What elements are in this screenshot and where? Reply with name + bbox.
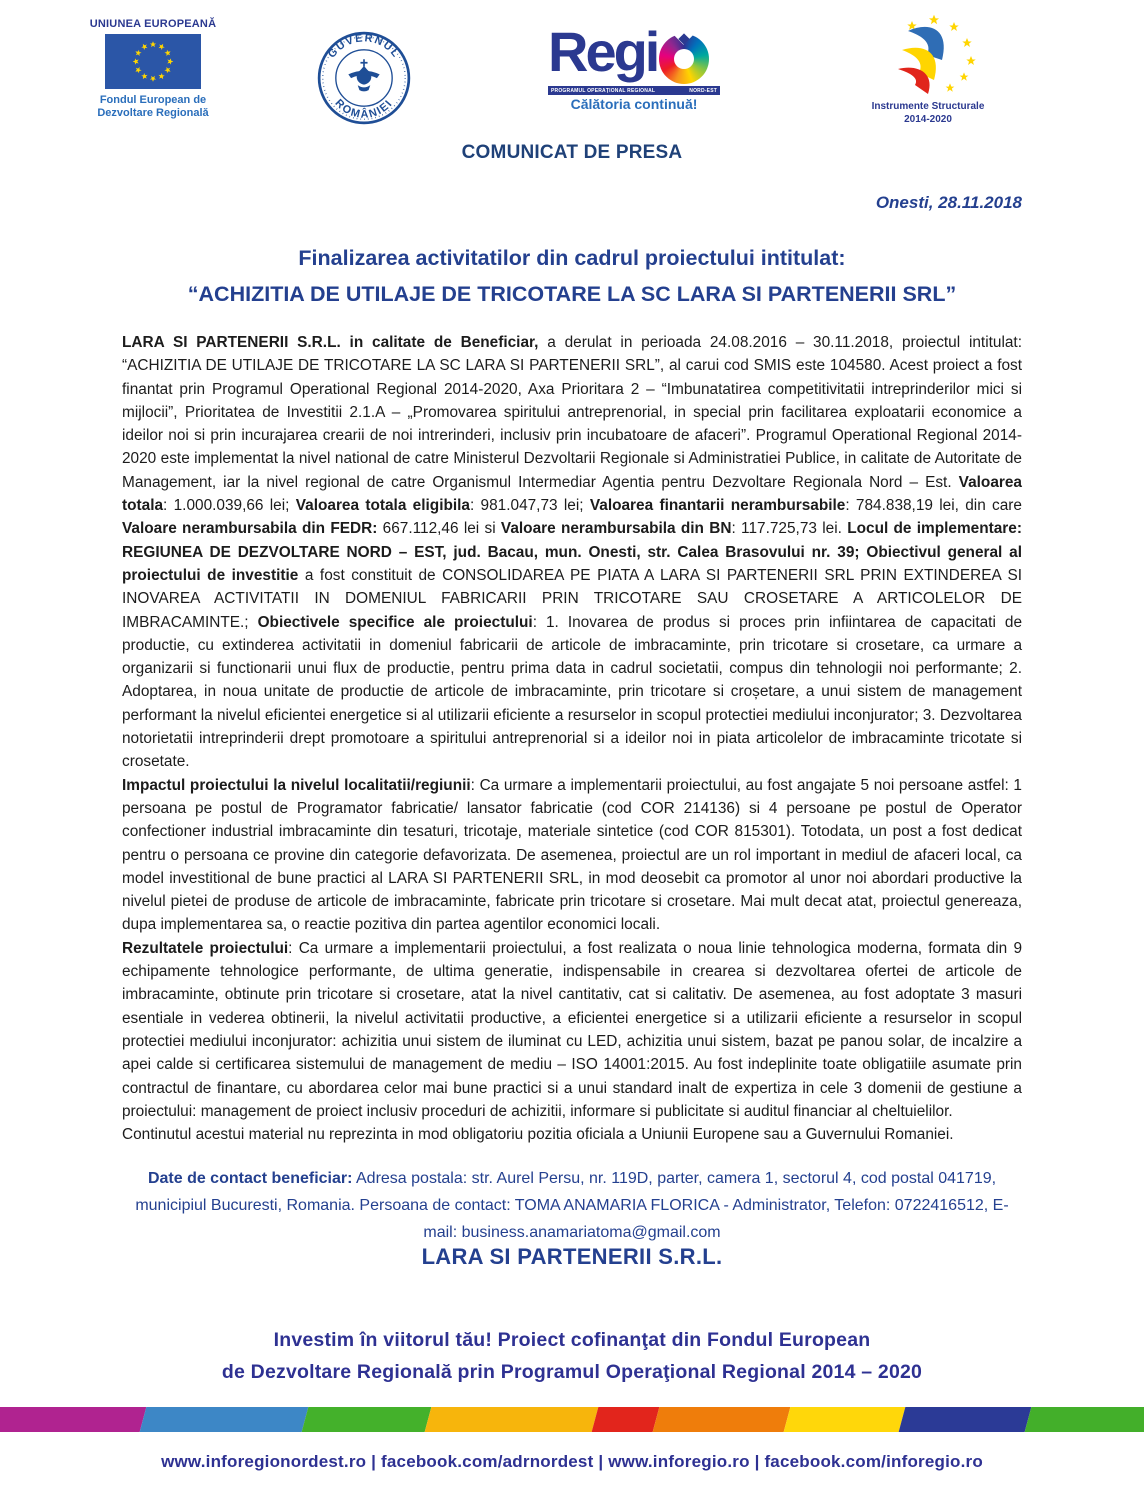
eu-flag: [105, 34, 201, 89]
regio-bar-right: NORD-EST: [689, 87, 717, 94]
eu-stars-icon: [105, 34, 201, 89]
regio-color-wheel-icon: [659, 34, 709, 84]
project-heading-line2: “ACHIZITIA DE UTILAJE DE TRICOTARE LA SC LARA SI PARTENERII SRL”: [187, 282, 957, 306]
romanian-government-logo: [316, 30, 412, 131]
body-paragraph-disclaimer: Continutul acestui material nu reprezinta in mod obligatoriu pozitia oficiala a Uniunii Europene sau a Guvernului Romaniei.: [122, 1126, 954, 1144]
regio-program-bar: [548, 86, 720, 95]
contact-block: Date de contact beneficiar: Adresa postala: str. Aurel Persu, nr. 119D, parter, camera 1, sectorul 4, cod postal 041719, municipiul Bucuresti, Romania. Persoana de contact: TOMA ANAMARIA FLORICA - Administrator, Telefon: 0722416512, E-mail: business.anamariatoma@gmail.com: [135, 1170, 1009, 1241]
stripe-segment: [784, 1407, 906, 1432]
government-seal-icon: [316, 30, 412, 126]
regio-bar-left: PROGRAMUL OPERAȚIONAL REGIONAL: [551, 87, 656, 94]
structural-instruments-icon: [874, 14, 982, 96]
footer-slogan: [0, 1324, 1144, 1388]
body-paragraph-project: LARA SI PARTENERII S.R.L. in calitate de Beneficiar, a derulat in perioada 24.08.2016 – 30.11.2018, proiectul intitulat: “ACHIZITIA DE UTILAJE DE TRICOTARE LA SC LARA SI PARTENERII SRL”, al carui cod SMIS este 104580. Acest proiect a fost finantat prin Programul Operational Regional 2014-2020, Axa Prioritara 2 – “Imbunatatirea competitivitatii intreprinderilor mici si mijlocii”, Prioritatea de Investitii 2.1.A – „Promovarea spiritului antreprenorial, in special prin facilitarea exploatarii economice a ideilor noi si prin incurajarea crearii de noi intrerinderi, inclusiv prin incubatoare de afaceri”. Programul Operational Regional 2014-2020 este implementat la nivel national de catre Ministerul Dezvoltarii Regionale si Administratiei Publice, in calitate de Autoritate de Management, iar la nivel regional de catre Organismul Intermediar Agentia pentru Dezvoltare Regionala Nord – Est. Valoarea totala: 1.000.039,66 lei; Valoarea totala eligibila: 981.047,73 lei; Valoarea finantarii nerambursabile: 784.838,19 lei, din care Valoare nerambursabila din FEDR: 667.112,46 lei si Valoare nerambursabila din BN: 117.725,73 lei. Locul de implementare: REGIUNEA DE DEZVOLTARE NORD – EST, jud. Bacau, mun. Onesti, str. Calea Brasovului nr. 39; Obiectivul general al proiectului de investitie a fost constituit de CONSOLIDAREA PE PIATA A LARA SI PARTENERII SRL PRIN EXTINDEREA SI INOVAREA ACTIVITATII IN DOMENIUL FABRICARII PRIN TRICOTARE SAU CROSETARE A ARTICOLELOR DE IMBRACAMINTE.; Obiectivele specifice ale proiectului: 1. Inovarea de produs si proces prin infiintarea de capacitati de productie, cu extinderea activitatii in domeniul fabricarii de articole de imbracaminte, prin tricotare si crosetare, ca urmare a organizarii si functionarii unui flux de productie, pentru prima data in cadrul societatii, compus din tehnologii noi performante; 2. Adoptarea, in noua unitate de productie de articole de imbracaminte, prin tricotare si croșetare, a unui sistem de management performant la nivelul eficientei energetice si al utilizarii eficiente a resurselor in scopul protectiei mediului inconjurator; 3. Dezvoltarea notorietatii intreprinderii drept promotoare a spiritului antreprenorial si a ideilor noi in piata articolelor de imbracaminte tricotate si crosetate.: [122, 334, 1023, 771]
eu-logo-subtitle-line2: Dezvoltare Regională: [97, 107, 209, 120]
stripe-segment: [140, 1407, 309, 1432]
structural-instruments-period: 2014-2020: [904, 113, 952, 125]
stripe-segment: [1025, 1407, 1144, 1432]
regio-wordmark: Regi: [548, 20, 658, 83]
footer-slogan-line1: Investim în viitorul tău! Proiect cofinanţat din Fondul European: [273, 1329, 871, 1351]
eu-logo-subtitle-line1: Fondul European de: [99, 94, 207, 106]
footer-slogan-line2: de Dezvoltare Regională prin Programul Operaţional Regional 2014 – 2020: [221, 1361, 923, 1383]
stripe-segment: [899, 1407, 1032, 1432]
eu-logo-title: UNIUNEA EUROPEANĂ: [89, 18, 217, 30]
structural-instruments-logo: [858, 14, 998, 126]
body-paragraph-impact: Impactul proiectului la nivelul localitatii/regiunii: Ca urmare a implementarii proiectului, au fost angajate 5 noi persoane astfel: 1 persoana pe postul de Programator fabricatie/ lansator fabricatie (cod COR 214136) si 4 persoane pe postul de Operator confectioner industrial imbracaminte din tesaturi, tricotaje, materiale sintetice (cod COR 815301). Totodata, un post a fost dedicat pentru o persoana ce provine din categorie defavorizata. De asemenea, proiectul are un rol important in mediul de afaceri local, ca model investitional de bune practici al LARA SI PARTENERII SRL, in mod deosebit ca promotor al unor noi abordari productive la nivelul pietei de produse de articole de imbracaminte, fabricate prin tricotare si crosetare. Mai mult decat atat, proiectul genereaza, dupa implementarea sa, o reactie pozitiva din partea agentilor economici locali.: [122, 776, 1022, 934]
stripe-segment: [425, 1407, 599, 1432]
press-release-title: COMUNICAT DE PRESA: [461, 142, 683, 163]
stripe-segment: [653, 1407, 791, 1432]
footer-urls[interactable]: www.inforegionordest.ro | facebook.com/adrnordest | www.inforegio.ro | facebook.com/inforegio.ro: [161, 1452, 983, 1471]
eagle-crest-icon: [348, 59, 379, 91]
stripe-segment: [0, 1407, 146, 1432]
regio-logo: [548, 20, 748, 112]
color-stripe: [0, 1407, 1144, 1432]
structural-instruments-label: Instrumente Structurale: [871, 101, 985, 112]
regio-tagline: Călătoria continuă!: [570, 96, 698, 112]
body-paragraph-results: Rezultatele proiectului: Ca urmare a implementarii proiectului, a fost realizata o noua linie tehnologica moderna, formata din 9 echipamente tehnologice performante, de ultima generatie, indispensabile in crearea si dezvoltarea ofertei de articole de imbracaminte, obtinute prin tricotare si crosetare, atat la nivel cantitativ, cat si calitativ. De asemenea, au fost adoptate 3 masuri esentiale in vederea obtinerii, la nivelul activitatii productive, a eficientei energetice si a utilizarii eficiente a resurselor in scopul protectiei mediului inconjurator: achizitia unui sistem de iluminat cu LED, achizitia unui sistem, bazat pe panou solar, de incalzire a apei calde si certificarea sistemului de management de mediu – ISO 14001:2015. Au fost indeplinite toate obligatiile asumate prin contractul de finantare, cu abordarea celor mai bune practici si a unui standard inalt de expertiza in cele 3 domenii de gestiune a proiectului: management de proiect inclusiv proceduri de achizitii, informare si publicitate si auditul financiar al cheltuielilor.: [122, 939, 1022, 1120]
company-name: LARA SI PARTENERII S.R.L.: [421, 1244, 723, 1269]
project-heading: [60, 240, 1084, 312]
press-release-body: [122, 331, 1022, 1146]
stripe-segment: [592, 1407, 660, 1432]
svg-text:GUVERNUL: GUVERNUL: [325, 32, 403, 61]
stripe-segment: [302, 1407, 432, 1432]
project-heading-line1: Finalizarea activitatilor din cadrul proiectului intitulat:: [298, 246, 846, 270]
eu-flag-logo: [88, 18, 218, 120]
dateline: Onesti, 28.11.2018: [875, 193, 1022, 212]
svg-text:ROMÂNIEI: ROMÂNIEI: [332, 97, 396, 121]
